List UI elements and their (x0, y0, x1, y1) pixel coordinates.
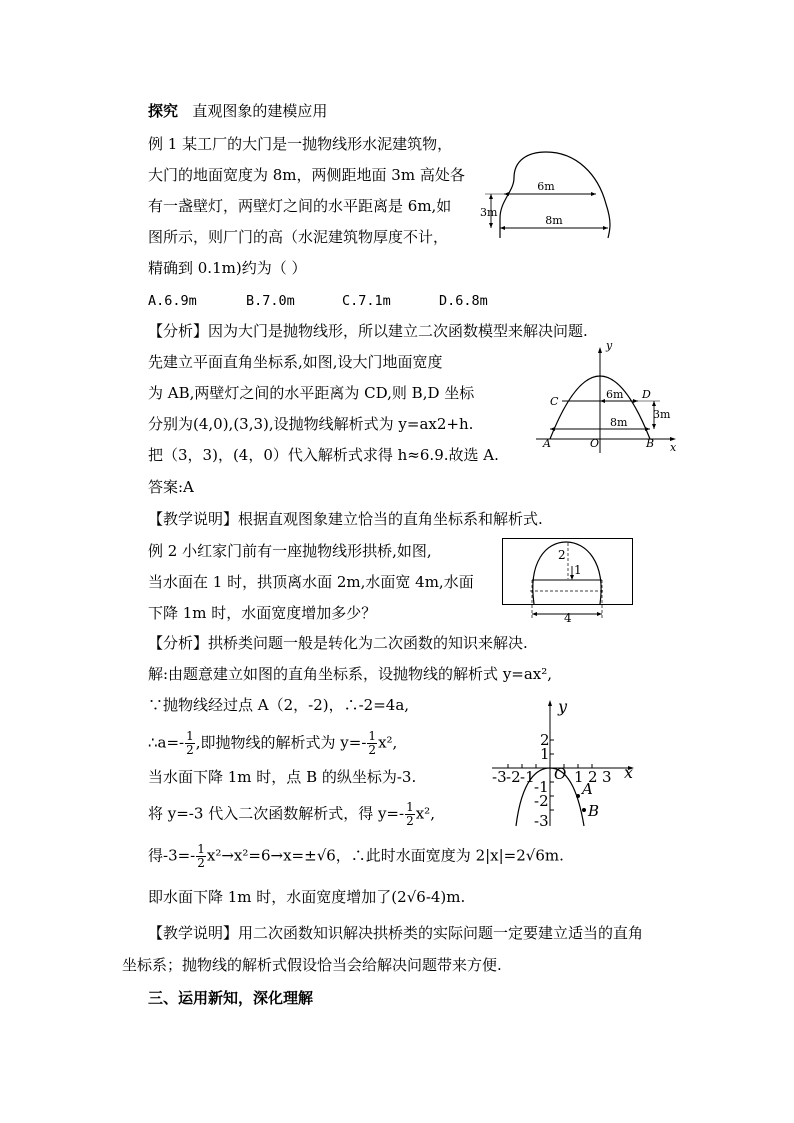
ex1-option-d: D.6.8m (439, 293, 488, 309)
analysis2 (148, 633, 528, 653)
point-d-label: D (642, 388, 651, 401)
tick-label-x-1: 1 (574, 768, 584, 786)
graph-point-b-label: B (588, 802, 600, 820)
point-a-label: A (543, 437, 551, 450)
tick-label-x-neg1: -1 (520, 768, 535, 786)
ex2-line-1: 例 2 小红家门前有一座抛物线形拱桥,如图, (148, 542, 432, 560)
tick-label-y-neg1: -1 (534, 778, 549, 796)
gate-coordinate-figure (536, 339, 681, 455)
tick-label-x-neg3: -3 (492, 768, 507, 786)
fraction-half: $\frac{1}{2}$ (368, 729, 377, 757)
teaching-note-1 (148, 509, 543, 529)
analysis1-line-2: 为 AB,两壁灯之间的水平距离为 CD,则 B,D 坐标 (148, 384, 475, 402)
x-axis-label: x (670, 441, 677, 454)
point-a-dot (576, 794, 580, 798)
water-width-label: 4 (564, 611, 572, 625)
note2-text-1: 用二次函数知识解决拱桥类的实际问题一定要建立适当的直角 (238, 924, 644, 942)
solution-line-3: ∴a=- $\frac{1}{2}$ ,即抛物线的解析式为 y=- $\frac{1}{2}$ x², (148, 729, 398, 757)
note1-tag: 【教学说明】 (148, 510, 239, 528)
ex2-line-3: 下降 1m 时，水面宽度增加多少？ (148, 604, 377, 622)
gate-figure (480, 146, 620, 246)
lamp-height-label: 3m (653, 408, 671, 421)
ex1-option-b: B.7.0m (246, 293, 295, 309)
sqrt-6: √6 (406, 888, 426, 906)
tick-label-x-neg2: -2 (506, 768, 521, 786)
solution-line-4: 当水面下降 1m 时，点 B 的纵坐标为-3. (148, 768, 417, 786)
ex1-line-2: 大门的地面宽度为 8m，两侧距地面 3m 高处各 (148, 166, 465, 184)
point-c-label: C (550, 395, 559, 408)
arch-curve (533, 542, 601, 604)
teaching-note-2 (148, 923, 643, 943)
ab-width-label: 8m (610, 416, 628, 429)
ex2-line-2: 当水面在 1 时，拱顶离水面 2m,水面宽 4m,水面 (148, 573, 474, 591)
bridge-frame (503, 539, 633, 605)
tick-label-y-1: 1 (540, 745, 550, 763)
cd-width-label: 6m (606, 388, 624, 401)
heading-title: 直观图象的建模应用 (192, 102, 328, 120)
solution-line-5: 将 y=-3 代入二次函数解析式，得 y=- $\frac{1}{2}$ x², (148, 800, 435, 828)
water-drop-label: 1 (574, 563, 582, 577)
sqrt-6: √6 (525, 846, 545, 865)
parabola-graph (488, 698, 638, 828)
note2-tag: 【教学说明】 (148, 924, 239, 942)
solution-line-7: 即水面下降 1m 时，水面宽度增加了(2√6-4)m. (148, 888, 466, 906)
fraction-half: $\frac{1}{2}$ (186, 729, 194, 757)
fraction-half: $\frac{1}{2}$ (406, 800, 414, 828)
point-b-label: B (646, 437, 655, 450)
tick-label-x-3: 3 (602, 768, 612, 786)
analysis2-text: 拱桥类问题一般是转化为二次函数的知识来解决. (208, 634, 528, 652)
tick-label-y-neg2: -2 (534, 792, 549, 810)
analysis1-line-1: 先建立平面直角坐标系,如图,设大门地面宽度 (148, 353, 443, 371)
arch-height-label: 2 (558, 548, 566, 562)
ex1-line-4: 图所示，则厂门的高（水泥建筑物厚度不计， (148, 228, 449, 246)
analysis2-tag: 【分析】 (148, 634, 209, 652)
section-3-heading: 三、运用新知，深化理解 (148, 989, 314, 1007)
gate-top-width-label: 6m (537, 180, 555, 193)
gate-bottom-width-label: 8m (545, 214, 563, 227)
graph-x-label: x (624, 763, 634, 782)
analysis1-text: 因为大门是抛物线形，所以建立二次函数模型来解决问题. (208, 322, 588, 340)
graph-origin-label: O (554, 765, 567, 783)
ex1-line-3: 有一盏壁灯，两壁灯之间的水平距离是 6m,如 (148, 197, 452, 215)
answer: 答案:A (148, 478, 194, 496)
note1-text: 根据直观图象建立恰当的直角坐标系和解析式. (238, 510, 543, 528)
sqrt-6: √6 (316, 846, 336, 865)
ex1-option-c: C.7.1m (342, 293, 391, 309)
graph-point-a-label: A (582, 780, 593, 798)
ex1-line-1: 例 1 某工厂的大门是一抛物线形水泥建筑物， (148, 135, 453, 153)
analysis1-tag: 【分析】 (148, 322, 209, 340)
solution-line-6: 得-3=- $\frac{1}{2}$ x²→x²=6→x=±√6，∴此时水面宽度为 2|x|=2√6m. (148, 842, 564, 870)
tick-label-y-2: 2 (540, 731, 550, 749)
analysis1-line-4: 把（3，3)，(4，0）代入解析式求得 h≈6.9.故选 A. (148, 446, 499, 464)
note2-text-2: 坐标系；抛物线的解析式假设恰当会给解决问题带来方便. (122, 956, 502, 974)
origin-label: O (590, 437, 600, 450)
gate-height-label: 3m (480, 206, 498, 219)
graph-y-label: y (558, 697, 568, 716)
analysis1-first (148, 321, 588, 341)
y-axis-label: y (606, 339, 613, 352)
solution-line-1: 解:由题意建立如图的直角坐标系，设抛物线的解析式 y=ax², (148, 665, 553, 683)
point-b-dot (582, 808, 586, 812)
section-heading (148, 101, 327, 121)
analysis1-line-3: 分别为(4,0),(3,3),设抛物线解析式为 y=ax2+h. (148, 415, 474, 433)
fraction-half: $\frac{1}{2}$ (197, 842, 205, 870)
heading-label: 探究 (148, 102, 179, 120)
ex1-line-5: 精确到 0.1m)约为（ ） (148, 259, 307, 277)
ex1-option-a: A.6.9m (148, 293, 197, 309)
bridge-figure (502, 538, 634, 628)
tick-label-x-2: 2 (588, 768, 598, 786)
tick-label-y-neg3: -3 (534, 812, 549, 830)
solution-line-2: ∵抛物线经过点 A（2，-2)，∴-2=4a, (148, 696, 410, 714)
